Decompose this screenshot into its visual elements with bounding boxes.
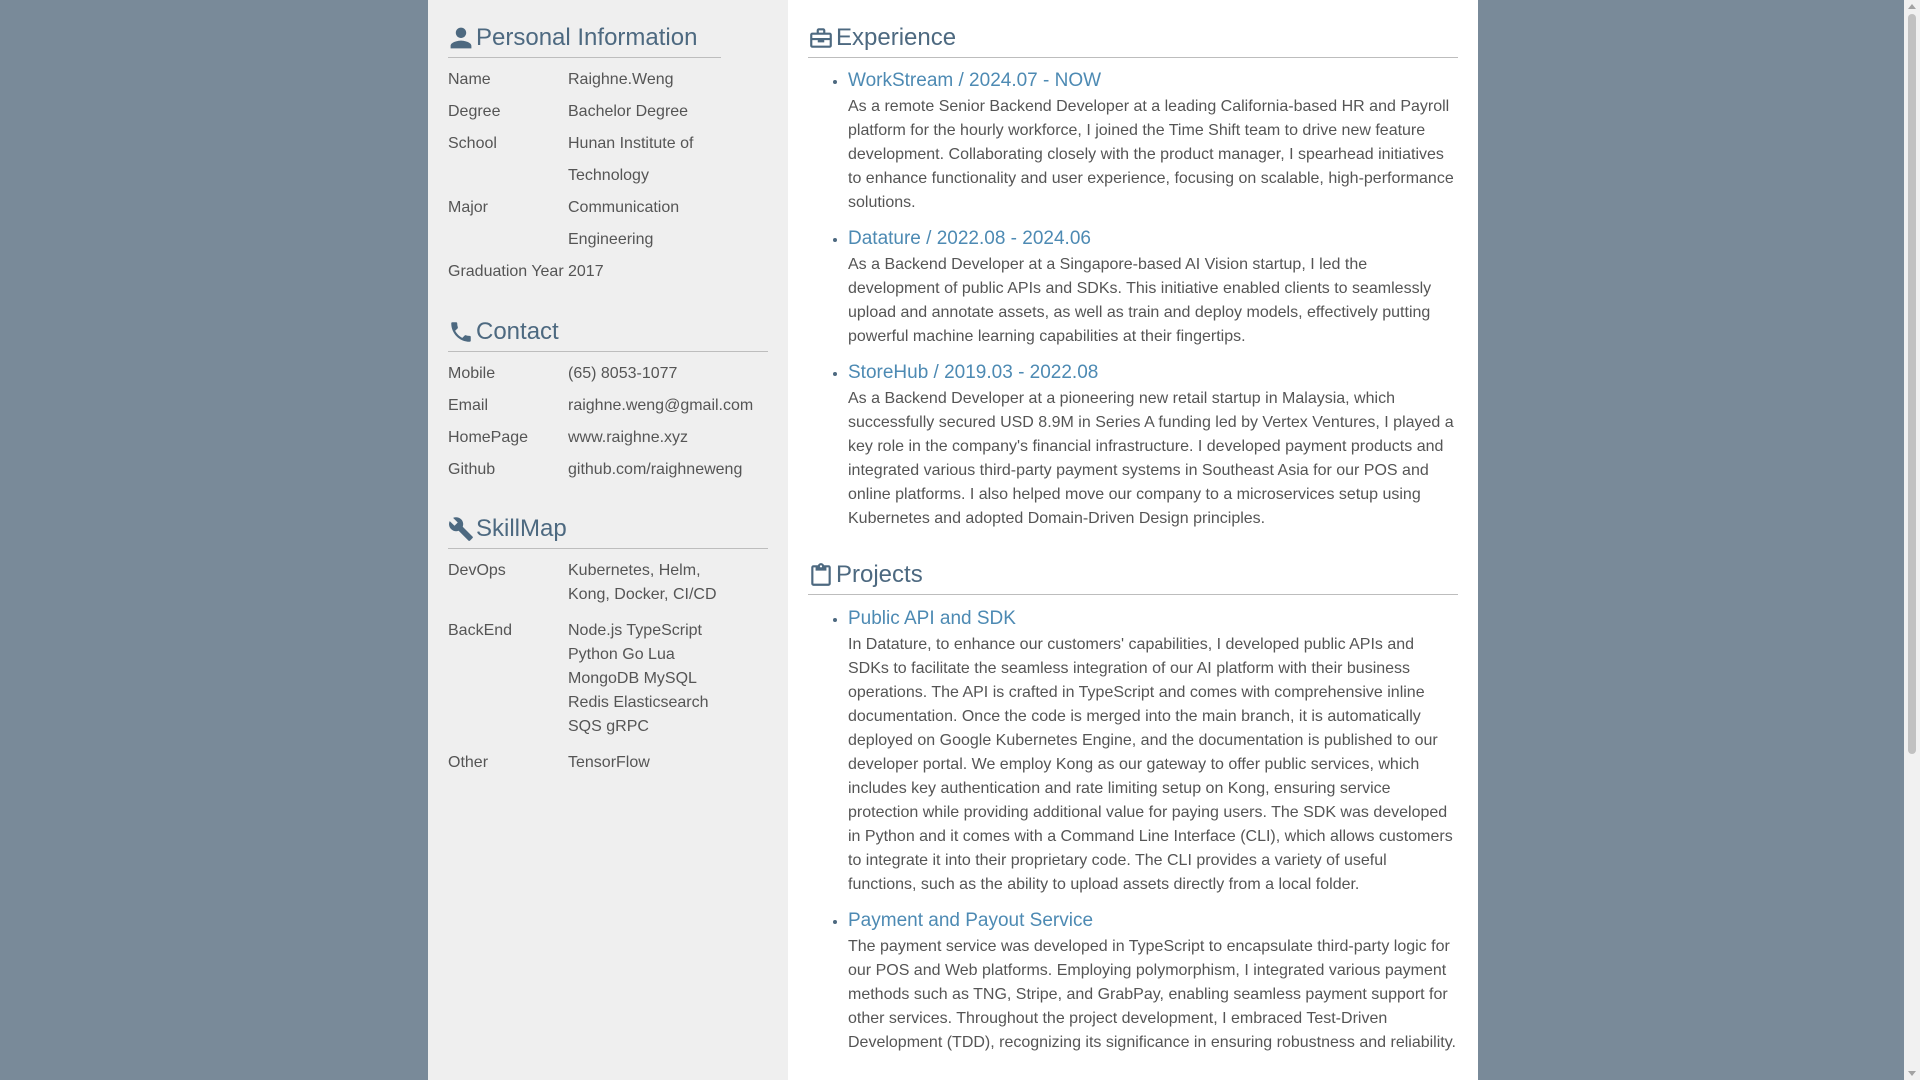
experience-section <box>808 24 1458 531</box>
info-label: School <box>448 135 497 152</box>
contact-label: HomePage <box>448 429 529 446</box>
projects-heading <box>808 561 1458 595</box>
skill-row-backend <box>448 619 768 739</box>
info-row-school <box>448 128 768 192</box>
scroll-up-arrow-icon[interactable] <box>1908 4 1916 9</box>
main-content <box>788 0 1478 1080</box>
info-value: Bachelor Degree <box>568 103 689 120</box>
contact-row-homepage <box>448 422 768 454</box>
projects-section <box>808 561 1458 1055</box>
contact-heading <box>448 318 768 352</box>
info-label: Graduation Year <box>448 263 564 280</box>
skillmap-section <box>448 515 768 787</box>
info-row-major <box>448 192 768 256</box>
experience-item-description: As a Backend Developer at a Singapore-based AI Vision startup, I led the development of public APIs and SDKs. This initiative enabled clients to seamlessly upload and annotate assets, as well as train and deploy models, effectively putting powerful machine learning capabilities at their fingertips. <box>848 256 1432 345</box>
experience-heading <box>808 24 1458 58</box>
contact-value: (65) 8053-1077 <box>568 365 678 382</box>
info-value: 2017 <box>568 263 604 280</box>
contact-label: Mobile <box>448 365 496 382</box>
skill-label: BackEnd <box>448 622 513 639</box>
skill-value: Kubernetes, Helm, Kong, Docker, CI/CD <box>568 562 717 603</box>
skill-row-devops <box>448 559 768 607</box>
experience-item <box>848 69 1458 215</box>
experience-item-description: As a Backend Developer at a pioneering new retail startup in Malaysia, which successfully secured USD 8.9M in Series A funding led by Vertex Ventures, I played a key role in the company's financial infrastructure. I developed payment products and integrated various third-party payment systems in Southeast Asia for our POS and online platforms. I also helped move our company to a microservices setup using Kubernetes and adopted Domain-Driven Design principles. <box>848 390 1454 527</box>
skillmap-heading <box>448 515 768 549</box>
skillmap-title: SkillMap <box>476 515 567 542</box>
project-item-title: • Public API and SDK <box>848 608 1016 629</box>
phone-icon <box>448 319 474 345</box>
contact-row-email <box>448 390 768 422</box>
contact-title: Contact <box>476 318 559 345</box>
skill-value: TensorFlow <box>568 754 650 771</box>
contact-row-mobile <box>448 358 768 390</box>
wrench-icon <box>448 516 474 542</box>
info-value: Raighne.Weng <box>568 71 674 88</box>
experience-item-title: • WorkStream / 2024.07 - NOW <box>848 70 1102 91</box>
resume-page <box>428 0 1478 1080</box>
info-label: Degree <box>448 103 501 120</box>
personal-information-section <box>448 24 768 288</box>
briefcase-icon <box>808 25 834 51</box>
page-scrollbar[interactable] <box>1904 0 1920 1080</box>
personal-information-heading <box>448 24 721 58</box>
contact-label: Github <box>448 461 496 478</box>
clipboard-icon <box>808 562 834 588</box>
sidebar <box>428 0 788 1080</box>
project-item-title: • Payment and Payout Service <box>848 910 1094 931</box>
experience-item-title: • StoreHub / 2019.03 - 2022.08 <box>848 362 1099 383</box>
experience-item-title: • Datature / 2022.08 - 2024.06 <box>848 228 1091 249</box>
skill-value: Node.js TypeScript Python Go Lua MongoDB MySQL Redis Elasticsearch SQS gRPC <box>568 622 709 735</box>
experience-item-description: As a remote Senior Backend Developer at a leading California-based HR and Payroll platform for the hourly workforce, I joined the Time Shift team to drive new feature development. Collaborating closely with the product manager, I spearhead initiatives to enhance functionality and user experience, focusing on scalable, high-performance solutions. <box>848 98 1454 211</box>
project-item-description: In Datature, to enhance our customers' capabilities, I developed public APIs and SDKs to facilitate the seamless integration of our AI platform with their business operations. The API is crafted in TypeScript and comes with comprehensive inline documentation. Once the code is merged into the main branch, it is automatically deployed on Google Kubernetes Engine, and the documentation is published to our developer portal. We employ Kong as our gateway to offer public services, which includes key authentication and rate limiting setup on Kong, ensuring service protection while providing additional value for paying users. The SDK was developed in Python and it comes with a Command Line Interface (CLI), which allows customers to integrate it into their proprietary code. The CLI provides a variety of useful functions, such as the ability to upload assets directly from a local folder. <box>848 636 1453 893</box>
info-value: Hunan Institute of Technology <box>568 135 694 184</box>
experience-item <box>848 227 1458 349</box>
info-label: Major <box>448 199 489 216</box>
project-item <box>848 909 1458 1055</box>
personal-information-title: Personal Information <box>476 24 698 51</box>
project-item-description: The payment service was developed in TypeScript to encapsulate third-party logic for our POS and Web platforms. Employing polymorphism, I integrated various payment methods such as TNG, Stripe, and GrabPay, enabling seamless payment support for other services. Throughout the project development, I embraced Test-Driven Development (TDD), recognizing its significance in ensuring robustness and reliability. <box>848 938 1456 1051</box>
scroll-down-arrow-icon[interactable] <box>1908 1071 1916 1076</box>
info-row-name <box>448 64 768 96</box>
contact-section <box>448 318 768 486</box>
homepage-link[interactable]: www.raighne.xyz <box>568 429 689 446</box>
scrollbar-thumb[interactable] <box>1908 14 1916 754</box>
contact-row-github <box>448 454 768 486</box>
info-row-graduation-year <box>448 256 768 288</box>
info-row-degree <box>448 96 768 128</box>
experience-item <box>848 361 1458 531</box>
skill-label: Other <box>448 754 489 771</box>
experience-title: Experience <box>836 24 957 51</box>
skill-label: DevOps <box>448 562 506 579</box>
contact-label: Email <box>448 397 489 414</box>
project-item <box>848 607 1458 897</box>
info-label: Name <box>448 71 491 88</box>
projects-title: Projects <box>836 561 923 588</box>
github-link[interactable]: github.com/raighneweng <box>568 461 743 478</box>
info-value: Communication Engineering <box>568 199 680 248</box>
person-icon <box>448 25 474 51</box>
email-link[interactable]: raighne.weng@gmail.com <box>568 397 754 414</box>
skill-row-other <box>448 751 768 775</box>
